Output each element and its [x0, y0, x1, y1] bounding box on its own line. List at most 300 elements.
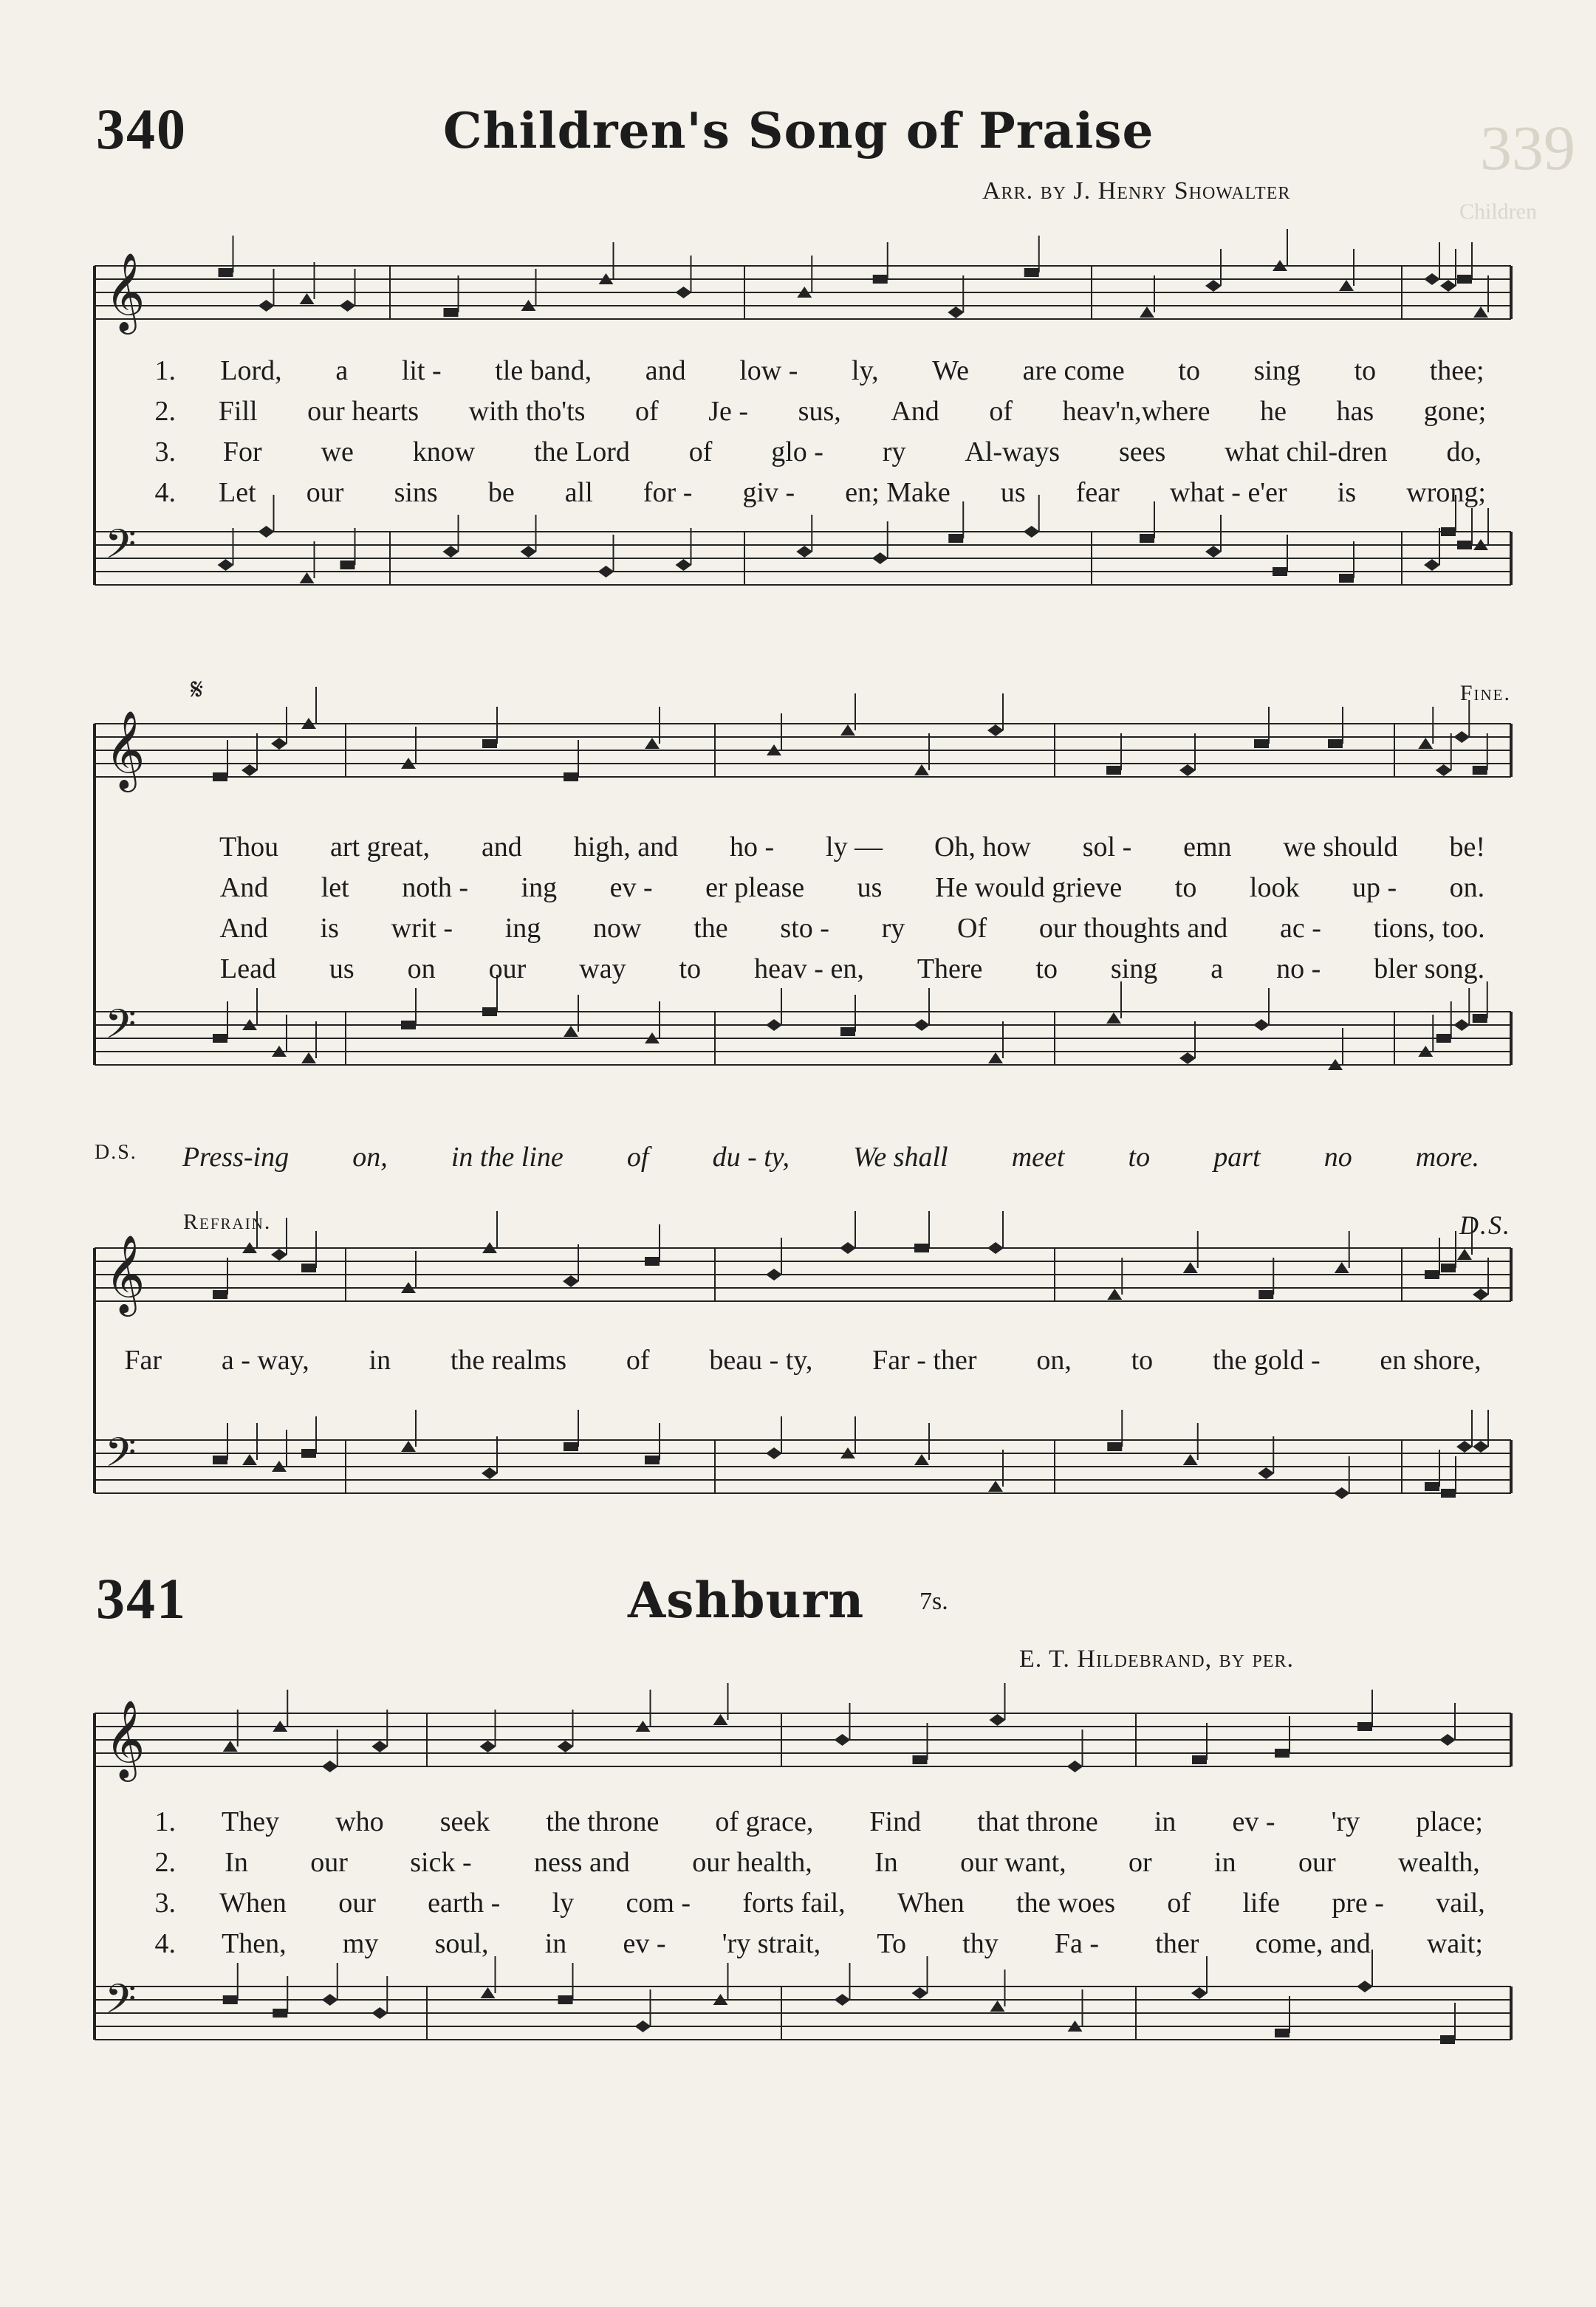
lyric-syllable: To: [877, 1928, 906, 1959]
shape-note-head: [213, 772, 227, 781]
ds-syllable: of: [626, 1142, 649, 1173]
ds-syllable: part: [1213, 1142, 1261, 1173]
lyric-line: [95, 831, 1511, 863]
lyric-syllable: we: [321, 436, 354, 467]
shape-note-head: [948, 306, 964, 318]
shape-note-head: [1191, 1987, 1208, 1999]
music-system-1: [95, 222, 1511, 635]
bass-clef-icon: 𝄢: [105, 521, 137, 577]
lyric-line: [95, 476, 1511, 509]
lyric-syllable: come, and: [1255, 1928, 1371, 1959]
lyric-syllable: giv -: [742, 477, 795, 508]
shape-note-head: [213, 1034, 227, 1043]
shape-note-head: [914, 1454, 929, 1465]
lyric-syllable: Far - ther: [872, 1345, 977, 1376]
lyric-syllable: in: [544, 1928, 567, 1959]
ds-syllable: on,: [352, 1142, 388, 1173]
shape-note-head: [1179, 764, 1196, 776]
shape-note-head: [219, 268, 233, 277]
ds-syllable: more.: [1415, 1142, 1479, 1173]
lyric-syllable: be!: [1449, 832, 1485, 863]
lyric-syllable: a - way,: [221, 1345, 309, 1376]
shape-note-head: [1473, 766, 1487, 775]
lyric-syllable: to: [1035, 953, 1058, 984]
lyric-syllable: Far: [124, 1345, 162, 1376]
shape-note-head: [1258, 1290, 1273, 1299]
lyric-syllable: ly: [552, 1888, 575, 1919]
shape-note-head: [1457, 275, 1472, 284]
shape-note-head: [1457, 1249, 1472, 1260]
shape-note-head: [223, 1741, 238, 1752]
lyric-syllable: the throne: [546, 1806, 660, 1837]
hymn-number: 340: [96, 97, 187, 161]
lyric-syllable: ing: [521, 872, 558, 903]
shape-note-head: [401, 1441, 416, 1452]
lyric-syllable: life: [1242, 1888, 1280, 1919]
shape-note-head: [676, 287, 692, 298]
lyric-syllable: our hearts: [307, 396, 419, 427]
music-system-341: [95, 1691, 1511, 2134]
bass-staff: [95, 975, 1511, 1070]
lyric-syllable: wealth,: [1398, 1847, 1480, 1878]
lyric-syllable: our: [310, 1847, 348, 1878]
shape-note-head: [1473, 306, 1488, 318]
shape-note-head: [301, 1052, 316, 1063]
lyric-syllable: noth -: [402, 872, 468, 903]
music-system-2: [95, 665, 1511, 1173]
shape-note-head: [558, 1995, 573, 2004]
shape-note-head: [1357, 1981, 1373, 1992]
ds-syllable: no: [1323, 1142, 1352, 1173]
shape-note-head: [1258, 1467, 1274, 1479]
fine-marker: Fine.: [1459, 681, 1511, 705]
shape-note-head: [1439, 1734, 1456, 1746]
bleed-through-number: 339: [1480, 112, 1575, 183]
lyric-syllable: has: [1336, 396, 1374, 427]
shape-note-head: [322, 1994, 338, 2006]
lyric-line: [95, 1846, 1511, 1879]
lyric-syllable: what - e'er: [1169, 477, 1287, 508]
lyric-syllable: and: [645, 355, 686, 386]
segno-sign: 𝄋: [191, 673, 205, 706]
shape-note-head: [223, 1995, 238, 2004]
treble-clef-icon: 𝄞: [105, 252, 145, 331]
bass-clef-icon: 𝄢: [105, 1001, 137, 1057]
shape-note-head: [948, 534, 963, 543]
shape-note-head: [598, 566, 614, 577]
ds-syllable: We shall: [853, 1142, 948, 1173]
lyric-syllable: heav'n,where: [1062, 396, 1210, 427]
shape-note-head: [1183, 1454, 1198, 1465]
lyric-syllable: ly —: [826, 832, 883, 863]
ds-instruction: D.S.: [1459, 1210, 1511, 1240]
shape-note-head: [1457, 541, 1472, 549]
shape-note-head: [872, 552, 888, 564]
lyric-syllable: soul,: [434, 1928, 489, 1959]
lyric-syllable: on.: [1449, 872, 1485, 903]
lyric-syllable: en shore,: [1380, 1345, 1482, 1376]
lyric-syllable: fear: [1075, 477, 1120, 508]
shape-note-head: [558, 1741, 574, 1752]
shape-note-head: [796, 546, 812, 558]
ds-syllable: in the line: [451, 1142, 564, 1173]
lyric-syllable: er please: [705, 872, 805, 903]
lyric-syllable: seek: [439, 1806, 490, 1837]
lyric-syllable: our: [338, 1888, 376, 1919]
lyric-syllable: writ -: [391, 913, 453, 944]
lyric-syllable: us: [1000, 477, 1026, 508]
lyric-line: [95, 354, 1511, 387]
lyric-syllable: wait;: [1426, 1928, 1483, 1959]
lyric-syllable: emn: [1183, 832, 1232, 863]
shape-note-head: [1425, 1270, 1439, 1279]
hymn-credit: Arr. by J. Henry Showalter: [982, 177, 1291, 205]
shape-note-head: [1424, 273, 1440, 285]
shape-note-head: [258, 300, 275, 312]
lyric-syllable: In: [225, 1847, 248, 1878]
lyric-syllable: of: [989, 396, 1013, 427]
lyric-syllable: ac -: [1280, 913, 1321, 944]
lyric-line: [95, 436, 1511, 468]
lyric-syllable: our: [488, 953, 527, 984]
lyric-syllable: the gold -: [1212, 1345, 1321, 1376]
shape-note-head: [1339, 280, 1354, 291]
shape-note-head: [1440, 280, 1456, 292]
shape-note-head: [835, 1734, 851, 1746]
shape-note-head: [987, 1242, 1004, 1254]
verse-number: 1.: [154, 355, 176, 386]
shape-note-head: [914, 1019, 930, 1031]
lyric-syllable: Oh, how: [934, 832, 1031, 863]
lyric-syllable: tle band,: [495, 355, 592, 386]
lyric-syllable: to: [679, 953, 702, 984]
ds-syllable: meet: [1011, 1142, 1065, 1173]
lyric-syllable: Al-ways: [965, 436, 1061, 467]
lyric-syllable: forts fail,: [742, 1888, 846, 1919]
verse-number: 2.: [154, 396, 176, 427]
shape-note-head: [340, 300, 356, 312]
lyric-syllable: our: [306, 477, 344, 508]
shape-note-head: [1441, 527, 1456, 536]
shape-note-head: [1106, 1012, 1121, 1024]
lyric-syllable: sees: [1118, 436, 1166, 467]
lyric-syllable: In: [874, 1847, 898, 1878]
lyric-syllable: on: [407, 953, 436, 984]
lyric-syllable: glo -: [771, 436, 823, 467]
shape-note-head: [301, 1449, 316, 1458]
lyric-syllable: to: [1178, 355, 1200, 386]
lyric-syllable: tions, too.: [1373, 913, 1485, 944]
lyric-syllable: place;: [1416, 1806, 1483, 1837]
lyric-syllable: to: [1174, 872, 1197, 903]
shape-note-head: [1179, 1052, 1196, 1064]
lyric-syllable: on,: [1036, 1345, 1072, 1376]
shape-note-head: [766, 1019, 782, 1031]
ds-syllable: du - ty,: [712, 1142, 790, 1173]
lyric-line: [95, 871, 1511, 904]
shape-note-head: [645, 1456, 660, 1464]
lyric-syllable: of: [635, 396, 659, 427]
shape-note-head: [564, 1442, 578, 1451]
shape-note-head: [713, 1714, 728, 1725]
lyric-line: [95, 953, 1511, 985]
lyric-syllable: be: [487, 477, 515, 508]
shape-note-head: [1205, 280, 1222, 292]
lyric-syllable: He would grieve: [935, 872, 1123, 903]
shape-note-head: [1456, 1441, 1473, 1453]
lyric-syllable: do,: [1446, 436, 1482, 467]
shape-note-head: [1024, 526, 1040, 538]
lyric-syllable: Lead: [219, 953, 276, 984]
shape-note-head: [564, 1026, 578, 1037]
lyric-syllable: ry: [881, 913, 905, 944]
shape-note-head: [482, 1007, 497, 1016]
treble-staff: [95, 687, 1511, 792]
lyric-syllable: our: [1298, 1847, 1336, 1878]
shape-note-head: [766, 1447, 782, 1459]
lyric-syllable: way: [579, 953, 626, 984]
lyric-syllable: beau - ty,: [709, 1345, 813, 1376]
shape-note-head: [1140, 306, 1154, 318]
lyric-syllable: gone;: [1423, 396, 1487, 427]
shape-note-head: [218, 559, 234, 571]
shape-note-head: [242, 1454, 257, 1465]
lyric-syllable: Lord,: [220, 355, 282, 386]
lyric-syllable: Of: [957, 913, 987, 944]
hymn-meter: 7s.: [919, 1588, 948, 1615]
shape-note-head: [1183, 1262, 1198, 1273]
shape-note-head: [1328, 739, 1343, 748]
shape-note-head: [1254, 739, 1269, 748]
shape-note-head: [645, 738, 660, 749]
shape-note-head: [840, 724, 855, 736]
shape-note-head: [766, 1269, 782, 1281]
shape-note-head: [401, 1021, 416, 1029]
verse-number: 3.: [154, 436, 176, 467]
lyric-syllable: a: [1210, 953, 1224, 984]
lyric-line: [95, 1887, 1511, 1919]
shape-note-head: [242, 764, 258, 776]
shape-note-head: [1339, 574, 1354, 583]
shape-note-head: [482, 739, 497, 748]
lyric-syllable: in: [1214, 1847, 1236, 1878]
verse-number: 4.: [154, 1928, 176, 1959]
bass-staff: [95, 1410, 1511, 1499]
lyric-syllable: When: [897, 1888, 965, 1919]
lyric-syllable: wrong;: [1406, 477, 1486, 508]
lyric-syllable: 'ry: [1331, 1806, 1360, 1837]
shape-note-head: [1107, 1289, 1122, 1300]
shape-note-head: [988, 1481, 1003, 1492]
lyric-syllable: sus,: [798, 396, 841, 427]
shape-note-head: [482, 1467, 498, 1479]
shape-note-head: [914, 1244, 929, 1252]
lyric-syllable: that throne: [977, 1806, 1098, 1837]
lyric-syllable: Fill: [218, 396, 258, 427]
lyric-syllable: ness and: [534, 1847, 630, 1878]
lyric-syllable: sol -: [1082, 832, 1132, 863]
shape-note-head: [301, 1264, 316, 1272]
shape-note-head: [1334, 1487, 1350, 1499]
lyric-syllable: us: [857, 872, 883, 903]
hymn-title: Children's Song of Praise: [443, 102, 1154, 160]
shape-note-head: [1107, 1442, 1122, 1451]
ds-syllable: Press-ing: [182, 1142, 290, 1173]
lyric-syllable: and: [481, 832, 522, 863]
lyric-syllable: in: [369, 1345, 391, 1376]
lyric-syllable: We: [932, 355, 969, 386]
lyric-syllable: for -: [643, 477, 693, 508]
lyric-syllable: com -: [626, 1888, 691, 1919]
shape-note-head: [1436, 764, 1452, 776]
shape-note-head: [300, 572, 315, 583]
lyric-syllable: And: [219, 913, 268, 944]
lyric-syllable: no -: [1276, 953, 1321, 984]
lyric-syllable: the woes: [1016, 1888, 1116, 1919]
lyric-syllable: sing: [1110, 953, 1158, 984]
shape-note-head: [1273, 567, 1287, 576]
lyric-line: [95, 912, 1511, 945]
lyric-syllable: we should: [1283, 832, 1398, 863]
lyric-syllable: lit -: [401, 355, 442, 386]
shape-note-head: [873, 275, 888, 284]
lyric-syllable: sto -: [780, 913, 829, 944]
hymn-credit: E. T. Hildebrand, by per.: [1019, 1645, 1294, 1673]
lyric-syllable: the realms: [450, 1345, 567, 1376]
lyric-syllable: is: [320, 913, 339, 944]
lyric-syllable: vail,: [1436, 1888, 1485, 1919]
lyric-syllable: 'ry strait,: [722, 1928, 821, 1959]
shape-note-head: [1473, 1014, 1487, 1023]
shape-note-head: [912, 1987, 928, 1999]
lyric-syllable: who: [335, 1806, 384, 1837]
bass-clef-icon: 𝄢: [105, 1975, 137, 2032]
shape-note-head: [840, 1242, 856, 1254]
shape-note-head: [340, 561, 355, 569]
bass-staff: [95, 1950, 1511, 2044]
shape-note-head: [481, 1987, 496, 1998]
verse-number: 3.: [154, 1888, 176, 1919]
lyric-syllable: thee;: [1429, 355, 1484, 386]
lyric-syllable: are come: [1022, 355, 1125, 386]
shape-note-head: [1424, 559, 1440, 571]
shape-note-head: [988, 1052, 1003, 1063]
lyric-syllable: Let: [219, 477, 256, 508]
lyric-syllable: of: [688, 436, 713, 467]
ds-syllable: to: [1128, 1142, 1151, 1173]
lyric-syllable: a: [335, 355, 349, 386]
lyric-syllable: There: [917, 953, 983, 984]
lyric-syllable: bler song.: [1374, 953, 1485, 984]
lyric-syllable: of grace,: [715, 1806, 814, 1837]
treble-staff: [95, 1211, 1511, 1317]
lyric-syllable: heav - en,: [754, 953, 864, 984]
lyric-syllable: art great,: [330, 832, 431, 863]
shape-note-head: [300, 293, 315, 304]
lyric-syllable: the: [693, 913, 728, 944]
lyric-syllable: the Lord: [534, 436, 630, 467]
lyric-syllable: look: [1249, 872, 1300, 903]
shape-note-head: [271, 1249, 287, 1261]
lyric-syllable: he: [1260, 396, 1287, 427]
lyric-syllable: ho -: [730, 832, 775, 863]
lyric-syllable: up -: [1352, 872, 1397, 903]
bass-clef-icon: 𝄢: [105, 1429, 137, 1486]
shape-note-head: [1453, 731, 1470, 743]
lyric-line: [95, 1806, 1511, 1838]
lyric-syllable: let: [321, 872, 349, 903]
lyric-syllable: pre -: [1332, 1888, 1384, 1919]
lyric-syllable: ev -: [1232, 1806, 1275, 1837]
lyric-syllable: to: [1354, 355, 1377, 386]
shape-note-head: [444, 308, 459, 317]
shape-note-head: [1024, 268, 1039, 277]
shape-note-head: [521, 546, 537, 558]
treble-staff: [95, 229, 1511, 335]
shape-note-head: [1067, 1761, 1083, 1772]
shape-note-head: [322, 1761, 338, 1772]
treble-clef-icon: 𝄞: [105, 710, 145, 789]
hymn-number: 341: [96, 1566, 187, 1631]
lyric-syllable: Fa -: [1054, 1928, 1100, 1959]
shape-note-head: [990, 1714, 1006, 1726]
lyric-syllable: sick -: [410, 1847, 472, 1878]
lyric-syllable: thy: [962, 1928, 999, 1959]
treble-clef-icon: 𝄞: [105, 1234, 145, 1313]
shape-note-head: [1473, 1441, 1489, 1453]
verse-number: 2.: [154, 1847, 176, 1878]
shape-note-head: [1473, 1289, 1489, 1300]
lyric-line: [95, 395, 1511, 428]
shape-note-head: [1275, 1749, 1290, 1758]
lyric-syllable: what chil-dren: [1225, 436, 1388, 467]
shape-note-head: [645, 1257, 660, 1266]
lyric-syllable: low -: [739, 355, 798, 386]
lyric-syllable: ly,: [852, 355, 879, 386]
shape-note-head: [213, 1456, 227, 1464]
shape-note-head: [271, 738, 287, 750]
shape-note-head: [835, 1994, 851, 2006]
lyric-syllable: And: [891, 396, 939, 427]
shape-note-head: [1418, 738, 1433, 749]
shape-note-head: [1440, 2035, 1455, 2044]
shape-note-head: [1106, 766, 1121, 775]
lyric-syllable: sins: [394, 477, 438, 508]
lyric-syllable: our thoughts and: [1038, 913, 1228, 944]
refrain-label: Refrain.: [183, 1210, 272, 1234]
lyric-syllable: is: [1337, 477, 1357, 508]
lyric-syllable: Thou: [219, 832, 279, 863]
shape-note-head: [273, 2009, 287, 2018]
shape-note-head: [213, 1290, 227, 1299]
lyric-syllable: our want,: [960, 1847, 1066, 1878]
lyric-syllable: all: [564, 477, 593, 508]
lyric-syllable: When: [219, 1888, 287, 1919]
lyric-syllable: high, and: [573, 832, 679, 863]
lyric-syllable: And: [219, 872, 269, 903]
ds-tag: D.S.: [95, 1141, 137, 1164]
shape-note-head: [1441, 1264, 1456, 1272]
lyric-syllable: ev -: [623, 1928, 666, 1959]
shape-note-head: [564, 772, 578, 781]
lyric-syllable: Find: [869, 1806, 922, 1837]
lyric-syllable: of: [1167, 1888, 1191, 1919]
lyric-syllable: with tho'ts: [468, 396, 586, 427]
bleed-through-title: Children: [1459, 199, 1537, 224]
shape-note-head: [1205, 546, 1222, 558]
lyric-line: [95, 1927, 1511, 1960]
shape-note-head: [987, 724, 1004, 736]
